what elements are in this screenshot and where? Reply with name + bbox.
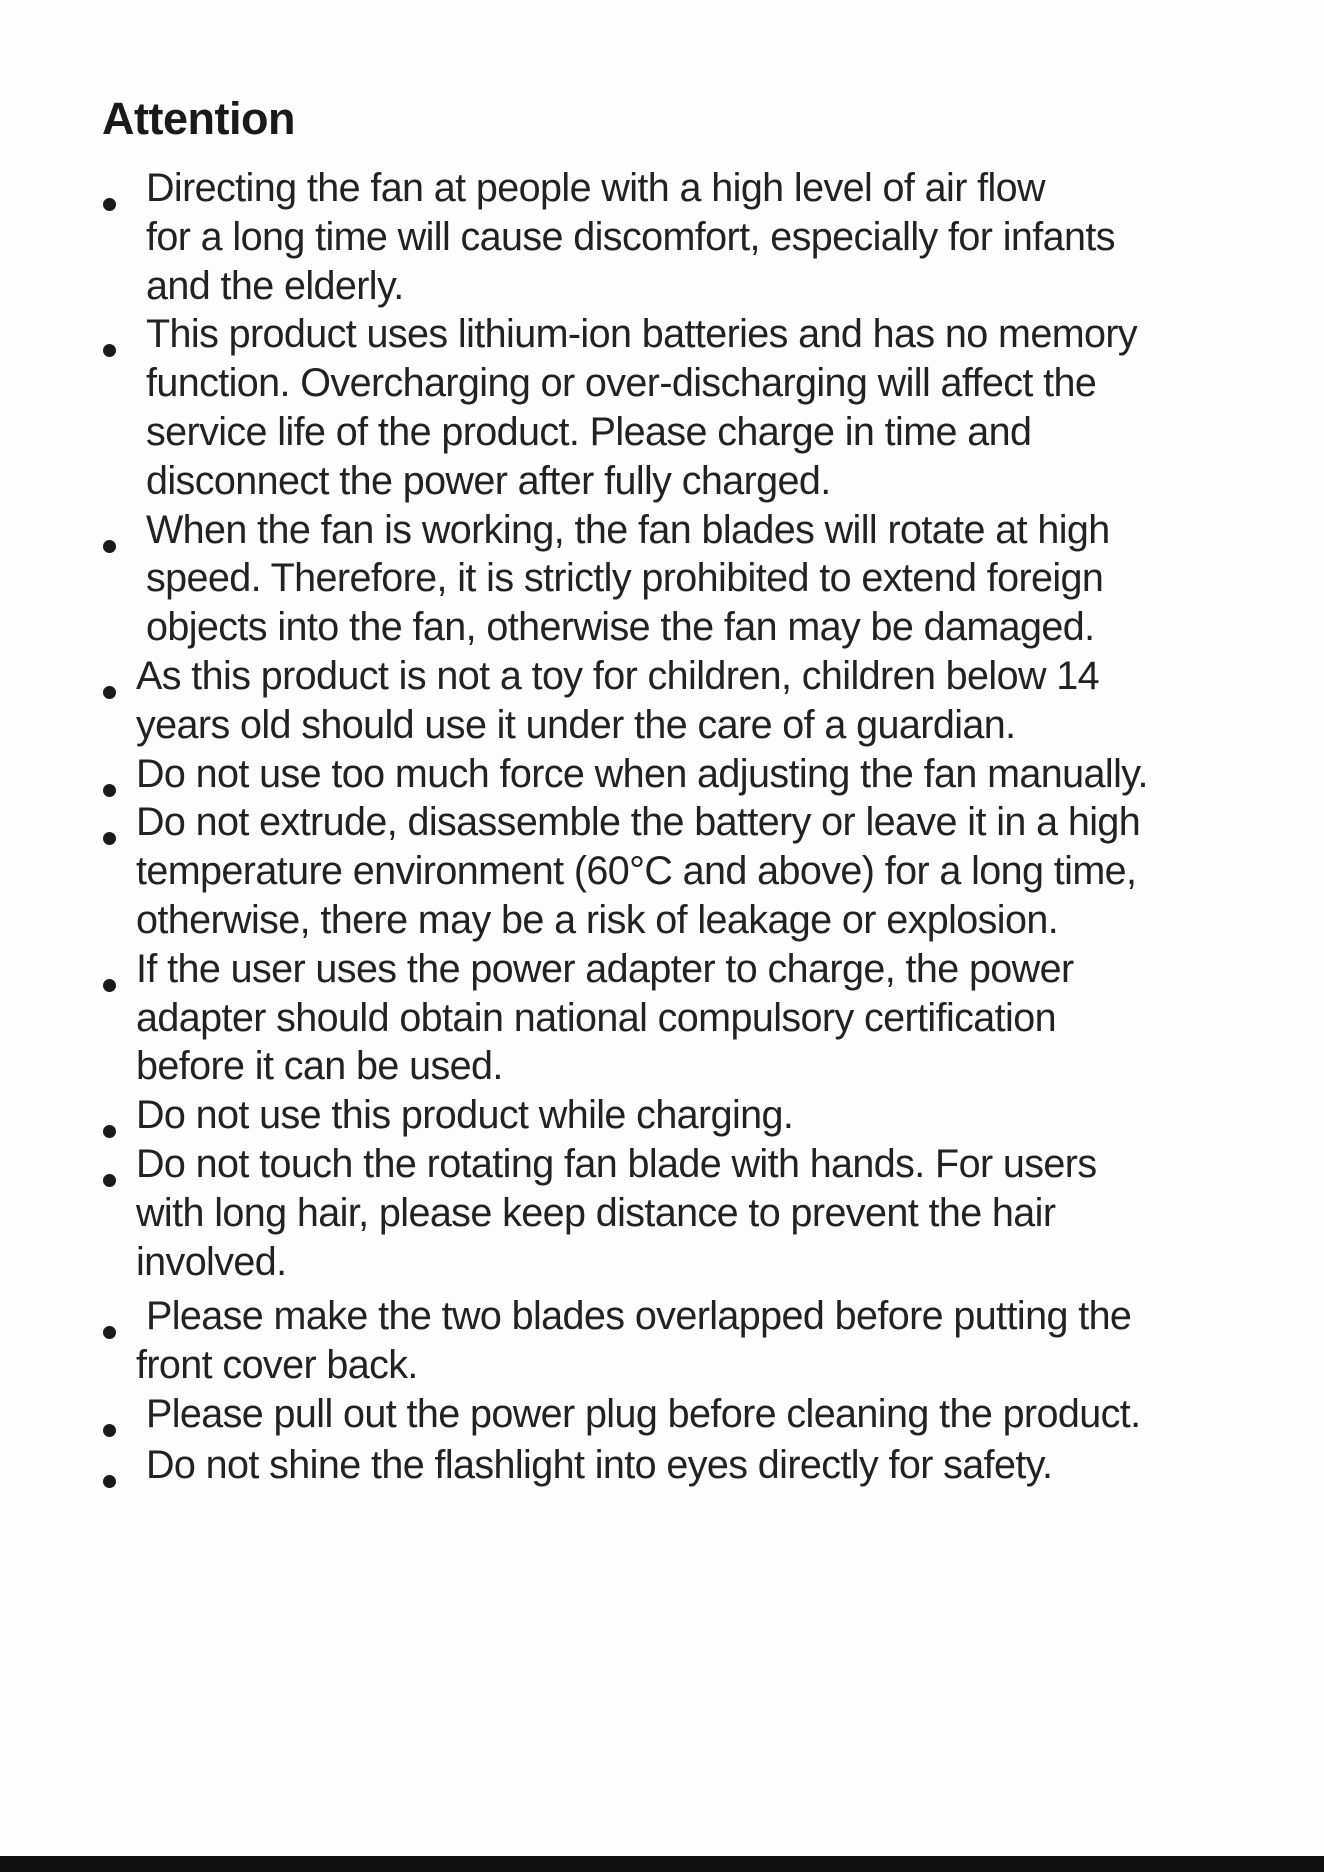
bullet-icon — [103, 832, 116, 845]
list-item-line: Please make the two blades overlapped before putting the — [146, 1294, 1132, 1339]
list-item-line: function. Overcharging or over-discharging will affect the — [146, 361, 1097, 406]
bullet-icon — [103, 344, 116, 357]
list-item-line: speed. Therefore, it is strictly prohibited to extend foreign — [146, 556, 1104, 601]
list-item-line: This product uses lithium-ion batteries and has no memory — [146, 312, 1138, 357]
list-item-line: disconnect the power after fully charged. — [146, 458, 831, 503]
bullet-icon — [103, 979, 116, 992]
list-item-line: with long hair, please keep distance to prevent the hair — [136, 1190, 1056, 1235]
list-item-line: temperature environment (60°C and above) for a long time, — [136, 849, 1137, 894]
bullet-icon — [103, 540, 116, 553]
list-item-line: Do not extrude, disassemble the battery or leave it in a high — [136, 800, 1141, 845]
list-item-line: When the fan is working, the fan blades will rotate at high — [146, 507, 1110, 552]
bullet-icon — [103, 1475, 116, 1488]
list-item-line: years old should use it under the care of a guardian. — [136, 702, 1016, 747]
list-item-line: before it can be used. — [136, 1044, 503, 1089]
list-item-line: for a long time will cause discomfort, especially for infants — [146, 214, 1115, 259]
list-item-line: Directing the fan at people with a high level of air flow — [146, 166, 1045, 210]
page-title: Attention — [102, 93, 295, 144]
list-item-line: adapter should obtain national compulsory certification — [136, 995, 1056, 1040]
list-item-line: Please pull out the power plug before cleaning the product. — [146, 1392, 1141, 1436]
bullet-icon — [103, 1424, 116, 1437]
list-item-line: Do not use too much force when adjusting the fan manually. — [136, 751, 1148, 796]
list-item-line: Do not shine the flashlight into eyes directly for safety. — [146, 1442, 1053, 1487]
bullet-icon — [103, 686, 116, 699]
bullet-icon — [103, 1326, 116, 1339]
list-item-line: objects into the fan, otherwise the fan may be damaged. — [146, 605, 1095, 650]
list-item-line: Do not use this product while charging. — [136, 1093, 794, 1138]
bullet-icon — [103, 198, 116, 211]
list-item-line: service life of the product. Please charge in time and — [146, 410, 1032, 454]
list-item-line: and the elderly. — [146, 263, 404, 308]
list-item-line: As this product is not a toy for children, children below 14 — [136, 654, 1099, 698]
list-item-line: involved. — [136, 1239, 287, 1284]
list-item-line: front cover back. — [136, 1343, 418, 1388]
bullet-icon — [103, 1174, 116, 1187]
list-item-line: If the user uses the power adapter to charge, the power — [136, 946, 1074, 991]
bullet-icon — [103, 1125, 116, 1138]
list-item-line: otherwise, there may be a risk of leakage or explosion. — [136, 898, 1059, 942]
bottom-rule — [0, 1856, 1324, 1872]
list-item-line: Do not touch the rotating fan blade with hands. For users — [136, 1142, 1097, 1186]
bullet-icon — [103, 784, 116, 797]
